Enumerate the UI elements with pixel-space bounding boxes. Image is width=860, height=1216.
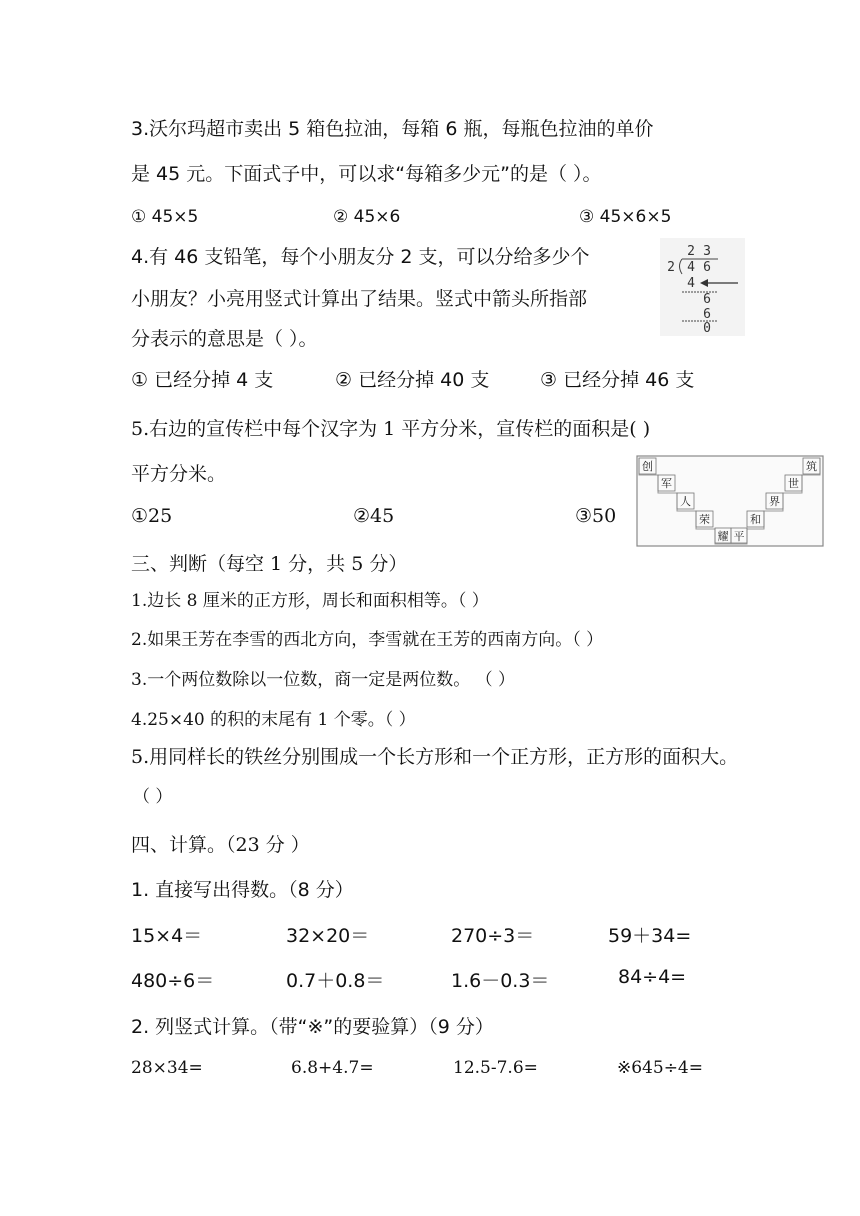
- quotient-digit-2: 3: [703, 244, 711, 259]
- q3-line1: 3.沃尔玛超市卖出 5 箱色拉油，每箱 6 瓶，每瓶色拉油的单价: [131, 118, 654, 140]
- q3-line2: 是 45 元。下面式子中，可以求“每箱多少元”的是（ ）。: [131, 163, 602, 185]
- divisor: 2: [667, 260, 675, 275]
- q4-option-1: ① 已经分掉 4 支: [131, 369, 274, 391]
- mental-calc-7: 1.6－0.3＝: [451, 970, 550, 992]
- board-char-7: 和: [750, 513, 761, 526]
- step-value-1: 4: [687, 276, 695, 291]
- board-char-3: 人: [680, 495, 691, 508]
- board-char-5: 耀: [717, 530, 729, 543]
- q3-option-1: ① 45×5: [131, 207, 199, 227]
- board-char-4: 荣: [699, 513, 710, 526]
- q4-option-3: ③ 已经分掉 46 支: [540, 369, 695, 391]
- step-value-2: 6: [703, 292, 711, 307]
- mental-calc-8: 84÷4=: [618, 966, 687, 988]
- long-division-figure: [660, 238, 745, 336]
- quotient-digit-1: 2: [687, 244, 695, 259]
- judge-item-2: 2.如果王芳在李雪的西北方向，李雪就在王芳的西南方向。（ ）: [131, 630, 604, 650]
- board-char-10: 筑: [806, 460, 817, 473]
- mental-calc-4: 59＋34=: [608, 925, 692, 947]
- board-char-8: 界: [769, 495, 780, 508]
- calc-sub2-title: 2. 列竖式计算。（带“※”的要验算）（9 分）: [131, 1016, 494, 1038]
- q4-line3: 分表示的意思是（ ）。: [131, 328, 318, 350]
- q4-option-2: ② 已经分掉 40 支: [335, 369, 490, 391]
- q4-line2: 小朋友？小亮用竖式计算出了结果。竖式中箭头所指部: [131, 288, 588, 310]
- calc-sub1-title: 1. 直接写出得数。（8 分）: [131, 879, 354, 901]
- step-value-4: 0: [703, 321, 711, 336]
- q3-option-2: ② 45×6: [333, 207, 401, 227]
- judge-item-4: 4.25×40 的积的末尾有 1 个零。（ ）: [131, 710, 416, 730]
- vertical-calc-4: ※645÷4=: [617, 1058, 703, 1078]
- q5-option-3: ③50: [575, 505, 617, 527]
- mental-calc-5: 480÷6＝: [131, 970, 215, 992]
- board-char-1: 创: [642, 460, 653, 473]
- judge-item-5-answer: （ ）: [133, 787, 173, 807]
- q5-option-1: ①25: [131, 505, 173, 527]
- board-char-6: 平: [733, 530, 745, 543]
- board-char-9: 世: [788, 477, 799, 490]
- dividend-digit-1: 4: [687, 260, 695, 275]
- q5-option-2: ②45: [353, 505, 395, 527]
- vertical-calc-2: 6.8+4.7=: [291, 1058, 374, 1078]
- board-char-2: 军: [661, 477, 672, 490]
- judge-item-1: 1.边长 8 厘米的正方形，周长和面积相等。（ ）: [131, 591, 489, 611]
- q4-line1: 4.有 46 支铅笔，每个小朋友分 2 支，可以分给多少个: [131, 246, 590, 268]
- section4-title: 四、计算。（23 分 ）: [131, 834, 310, 856]
- mental-calc-6: 0.7＋0.8＝: [286, 970, 385, 992]
- dividend-digit-2: 6: [703, 260, 711, 275]
- section3-title: 三、判断（每空 1 分，共 5 分）: [131, 553, 408, 575]
- bulletin-board-figure: [636, 455, 824, 547]
- vertical-calc-3: 12.5-7.6=: [453, 1058, 538, 1078]
- q5-line1: 5.右边的宣传栏中每个汉字为 1 平方分米，宣传栏的面积是( ): [131, 418, 651, 440]
- judge-item-5: 5.用同样长的铁丝分别围成一个长方形和一个正方形，正方形的面积大。: [131, 746, 739, 768]
- q5-line2: 平方分米。: [131, 463, 227, 485]
- mental-calc-2: 32×20＝: [286, 925, 370, 947]
- mental-calc-3: 270÷3＝: [451, 925, 535, 947]
- vertical-calc-1: 28×34=: [131, 1058, 203, 1078]
- step-value-3: 6: [703, 307, 711, 322]
- mental-calc-1: 15×4＝: [131, 925, 203, 947]
- q3-option-3: ③ 45×6×5: [579, 207, 672, 227]
- judge-item-3: 3.一个两位数除以一位数，商一定是两位数。 （ ）: [131, 670, 516, 690]
